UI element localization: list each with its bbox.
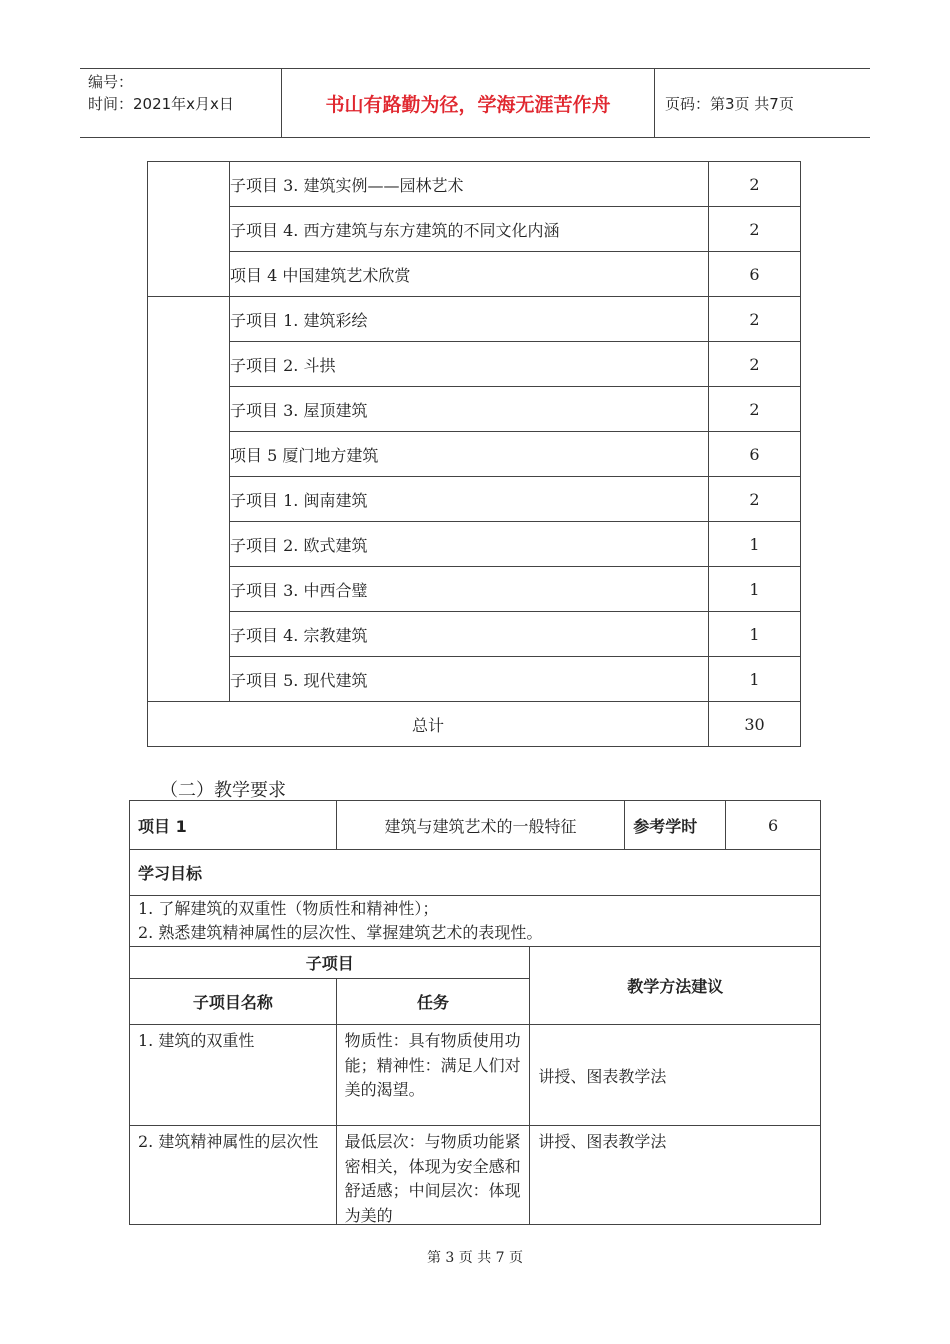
total-row	[148, 702, 801, 747]
page-info: 页码：第3页 共7页	[665, 94, 794, 113]
row-label: 子项目 3. 建筑实例——园林艺术	[230, 162, 709, 207]
goal-item: 2. 熟悉建筑精神属性的层次性、掌握建筑艺术的表现性。	[138, 923, 543, 942]
table-row	[148, 297, 801, 342]
table-row	[130, 1025, 821, 1126]
header-motto-cell	[282, 69, 655, 137]
method: 讲授、图表教学法	[530, 1126, 821, 1225]
task-text: 最低层次：与物质功能紧密相关，体现为安全感和舒适感；中间层次：体现为美的	[344, 1132, 521, 1224]
task-header: 任务	[336, 979, 530, 1025]
ref-hours-label: 参考学时	[625, 801, 726, 850]
row-label: 子项目 5. 现代建筑	[230, 657, 709, 702]
task	[336, 1126, 530, 1225]
sub-header-row	[130, 947, 821, 979]
number-label: 编号：	[88, 73, 134, 91]
blank-cell	[148, 162, 230, 297]
header-page-cell	[655, 69, 870, 137]
table-row	[148, 567, 801, 612]
table-row	[148, 477, 801, 522]
goals-label: 学习目标	[130, 850, 821, 896]
table-row	[148, 657, 801, 702]
page-header	[80, 68, 870, 138]
row-hours: 2	[709, 162, 801, 207]
row-label: 子项目 4. 西方建筑与东方建筑的不同文化内涵	[230, 207, 709, 252]
time-label: 时间：2021年x月x日	[88, 95, 234, 113]
method-header: 教学方法建议	[530, 947, 821, 1025]
project-label: 项目 1	[130, 801, 337, 850]
row-hours: 1	[709, 612, 801, 657]
schedule-table	[147, 161, 801, 747]
sub-header: 子项目	[130, 947, 530, 979]
row-hours: 6	[709, 432, 801, 477]
row-hours: 2	[709, 342, 801, 387]
motto: 书山有路勤为径，学海无涯苦作舟	[325, 93, 611, 116]
method: 讲授、图表教学法	[530, 1025, 821, 1126]
sub-name: 2. 建筑精神属性的层次性	[130, 1126, 337, 1225]
table-row	[148, 522, 801, 567]
requirements-table	[129, 800, 821, 1225]
row-hours: 2	[709, 387, 801, 432]
row-label: 子项目 3. 中西合璧	[230, 567, 709, 612]
total-value: 30	[709, 702, 801, 747]
row-hours: 2	[709, 207, 801, 252]
sub-name-header: 子项目名称	[130, 979, 337, 1025]
sub-name: 1. 建筑的双重性	[130, 1025, 337, 1126]
row-label: 子项目 1. 闽南建筑	[230, 477, 709, 522]
goal-item: 1. 了解建筑的双重性（物质性和精神性）；	[138, 899, 439, 918]
row-label: 子项目 3. 屋顶建筑	[230, 387, 709, 432]
table-row	[148, 432, 801, 477]
row-hours: 1	[709, 567, 801, 612]
row-label: 子项目 2. 欧式建筑	[230, 522, 709, 567]
header-meta	[80, 69, 282, 137]
row-hours: 1	[709, 522, 801, 567]
table-row	[130, 1126, 821, 1225]
table-row	[148, 252, 801, 297]
row-hours: 2	[709, 477, 801, 522]
project-name: 建筑与建筑艺术的一般特征	[336, 801, 625, 850]
total-label: 总计	[148, 702, 709, 747]
ref-hours-value: 6	[726, 801, 821, 850]
project-row	[130, 801, 821, 850]
row-label: 子项目 1. 建筑彩绘	[230, 297, 709, 342]
row-hours: 2	[709, 297, 801, 342]
page-footer: 第 3 页 共 7 页	[426, 1250, 524, 1266]
table-row	[148, 342, 801, 387]
row-hours: 6	[709, 252, 801, 297]
table-row	[148, 387, 801, 432]
row-label: 项目 5 厦门地方建筑	[230, 432, 709, 477]
goals-text	[130, 896, 821, 947]
goals-row	[130, 896, 821, 947]
row-hours: 1	[709, 657, 801, 702]
table-row	[148, 612, 801, 657]
row-label: 子项目 2. 斗拱	[230, 342, 709, 387]
goals-header-row	[130, 850, 821, 896]
table-row	[148, 207, 801, 252]
task: 物质性：具有物质使用功能；精神性：满足人们对美的渴望。	[336, 1025, 530, 1126]
row-label: 项目 4 中国建筑艺术欣赏	[230, 252, 709, 297]
section-title: （二）教学要求	[160, 780, 286, 801]
row-label: 子项目 4. 宗教建筑	[230, 612, 709, 657]
blank-cell	[148, 297, 230, 702]
table-row	[148, 162, 801, 207]
